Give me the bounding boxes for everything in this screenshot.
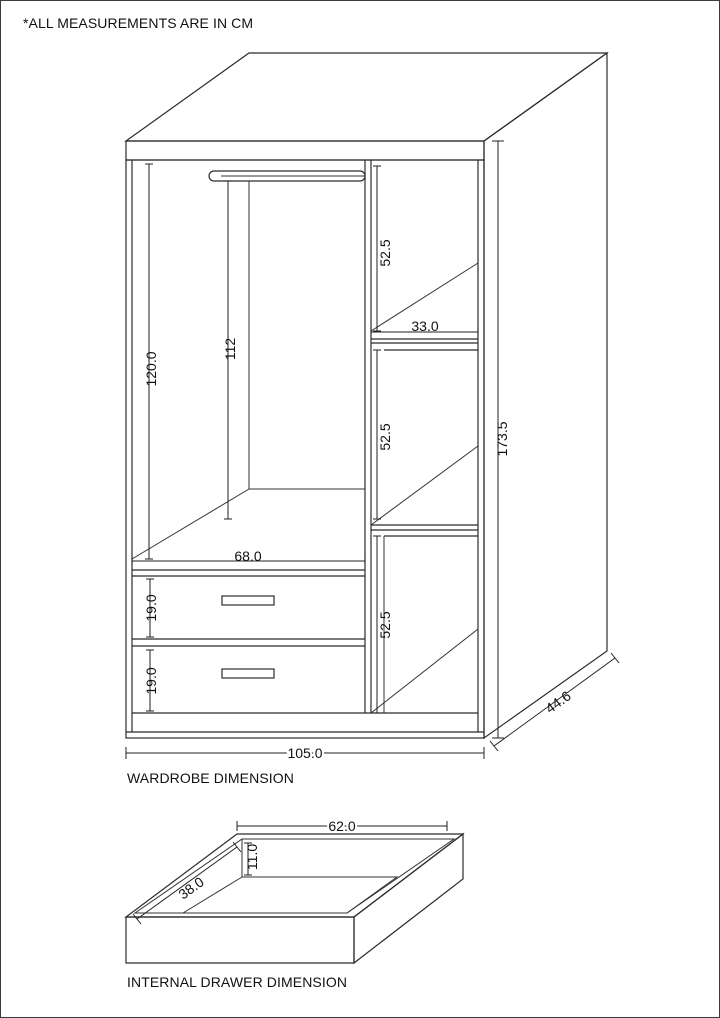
measurement-unit-note: *ALL MEASUREMENTS ARE IN CM [23, 15, 254, 31]
total-height-label: 173.5 [494, 421, 510, 457]
depth-label: 44.6 [542, 687, 574, 717]
drawer-width-label: 68.0 [234, 548, 262, 564]
hanging-height-label: 120.0 [143, 351, 159, 387]
total-width-label: 105.0 [287, 745, 323, 761]
lower-shelf-diagonal [371, 629, 478, 713]
compartment-floor-diagonal [132, 489, 249, 559]
shelf-gap-top-label: 52.5 [377, 239, 393, 267]
drawer-height-label: 11.0 [244, 843, 260, 871]
wardrobe-caption: WARDROBE DIMENSION [127, 770, 294, 786]
shelf-width-label: 33.0 [411, 318, 439, 334]
rail-drop-label: 112 [222, 337, 238, 361]
wardrobe-drawers [132, 570, 365, 678]
drawer-depth-label: 38.0 [175, 873, 207, 903]
technical-drawing [1, 1, 719, 1017]
top-drawer-height-label: 19.0 [143, 594, 159, 622]
drawer-top-outline [126, 834, 463, 917]
wardrobe-front [126, 160, 484, 738]
wardrobe-drawing [126, 53, 619, 786]
bottom-drawer-handle [222, 669, 274, 678]
wardrobe-top-edge [126, 141, 484, 160]
wardrobe-dimensions [126, 141, 619, 761]
wardrobe-side-panel [484, 53, 607, 738]
middle-shelf-diagonal [371, 446, 478, 525]
drawer-front-face [126, 917, 354, 963]
drawer-side-face [354, 834, 463, 963]
drawer-drawing [126, 818, 463, 990]
wardrobe-top-surface [126, 53, 607, 141]
shelf-gap-middle-label: 52.5 [377, 423, 393, 451]
drawer-caption: INTERNAL DRAWER DIMENSION [127, 974, 348, 990]
top-drawer-handle [222, 596, 274, 605]
hanging-compartment [132, 160, 371, 713]
drawer-width-label: 62.0 [328, 818, 356, 834]
shelf-gap-bottom-label: 52.5 [377, 611, 393, 639]
drawer-inner-rim [135, 839, 454, 913]
bottom-drawer-height-label: 19.0 [143, 667, 159, 695]
